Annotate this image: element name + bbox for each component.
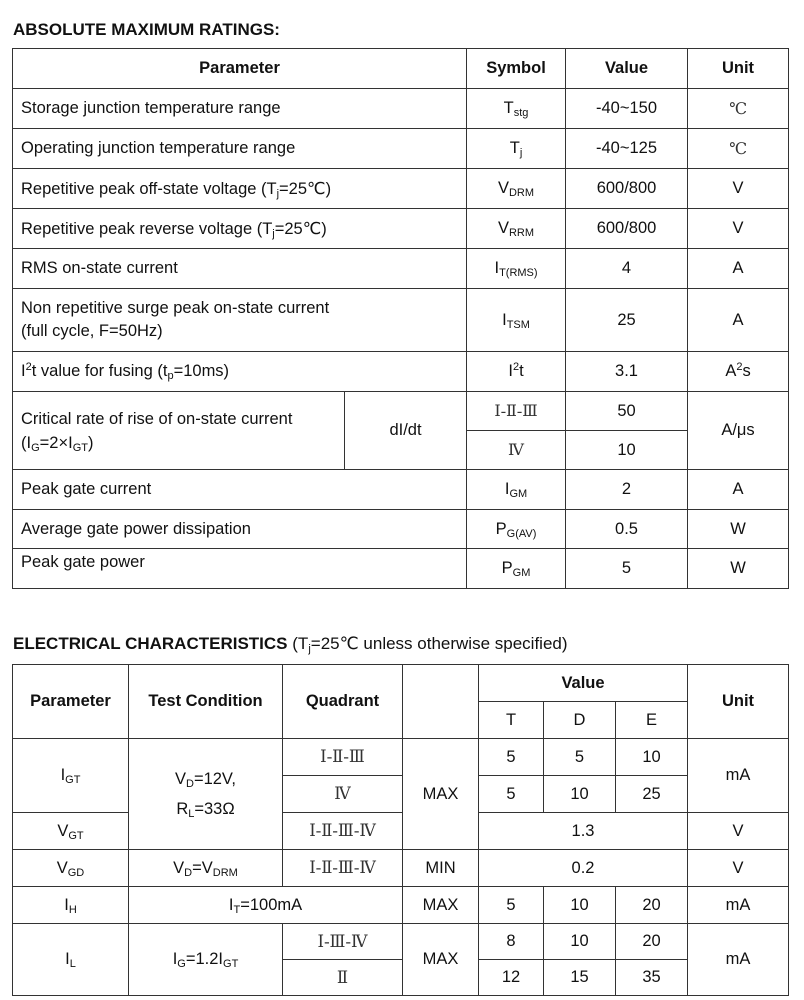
- amr-title: ABSOLUTE MAXIMUM RATINGS:: [13, 20, 280, 39]
- ec-vgt-symbol: $V_{GT}$: [13, 813, 129, 850]
- ec-header-parameter: Parameter: [13, 665, 129, 739]
- value-e: 20: [616, 924, 688, 960]
- value-t: 8: [479, 924, 544, 960]
- quadrant: Ⅰ-Ⅱ-Ⅲ: [467, 392, 566, 431]
- symbol: $I_{T(RMS)}$: [467, 249, 566, 289]
- ec-header-e: E: [616, 702, 688, 739]
- ec-il-unit: mA: [688, 924, 789, 996]
- ec-vgd-symbol: $V_{GD}$: [13, 850, 129, 887]
- value: 4: [566, 249, 688, 289]
- limit: MAX: [403, 887, 479, 924]
- ec-header-quadrant: Quadrant: [283, 665, 403, 739]
- ec-header-limit: [403, 665, 479, 739]
- ec-header-t: T: [479, 702, 544, 739]
- ec-header-d: D: [544, 702, 616, 739]
- amr-row-igm: [13, 470, 789, 510]
- param: $I^2t$ value for fusing $(t_p=10ms)$: [13, 352, 467, 392]
- ec-header-unit: Unit: [688, 665, 789, 739]
- quadrant: Ⅰ-Ⅲ-Ⅳ: [283, 924, 403, 960]
- value-e: 25: [616, 776, 688, 813]
- value-d: 15: [544, 960, 616, 996]
- amr-row-tj: [13, 129, 789, 169]
- amr-row-itsm: [13, 289, 789, 352]
- param: Operating junction temperature range: [13, 129, 467, 169]
- value: -40~150: [566, 89, 688, 129]
- value-t: 5: [479, 776, 544, 813]
- value-d: 10: [544, 776, 616, 813]
- unit: ℃: [688, 129, 789, 169]
- param: Peak gate power: [13, 549, 467, 589]
- unit: V: [688, 850, 789, 887]
- ec-row-il-1: [13, 924, 789, 960]
- value: 0.2: [479, 850, 688, 887]
- symbol: $T_{stg}$: [467, 89, 566, 129]
- unit: A: [688, 470, 789, 510]
- value: 50: [566, 392, 688, 431]
- ec-header-test-condition: Test Condition: [129, 665, 283, 739]
- param: Repetitive peak reverse voltage $(T_j=25℃)$: [13, 209, 467, 249]
- amr-row-pgm: [13, 549, 789, 589]
- ec-igt-limit: MAX: [403, 739, 479, 850]
- amr-row-didt-1: [13, 392, 789, 431]
- value: -40~125: [566, 129, 688, 169]
- param: Non repetitive surge peak on-state current (full cycle, F=50Hz): [13, 289, 467, 352]
- electrical-characteristics-table: [12, 664, 789, 996]
- param: Peak gate current: [13, 470, 467, 510]
- value-d: 10: [544, 924, 616, 960]
- ec-row-ih: [13, 887, 789, 924]
- symbol: $I^2t$: [467, 352, 566, 392]
- value-t: 12: [479, 960, 544, 996]
- quadrant: Ⅳ: [467, 431, 566, 470]
- amr-header-unit: Unit: [688, 49, 789, 89]
- unit: W: [688, 510, 789, 549]
- symbol: $P_{GM}$: [467, 549, 566, 589]
- ec-header-value: Value: [479, 665, 688, 702]
- value-d: 10: [544, 887, 616, 924]
- value: 3.1: [566, 352, 688, 392]
- quadrant: Ⅱ: [283, 960, 403, 996]
- ec-header-row-1: [13, 665, 789, 702]
- symbol: $I_{TSM}$: [467, 289, 566, 352]
- ec-ih-condition: $I_T=100mA$: [129, 887, 403, 924]
- ec-ih-symbol: $I_H$: [13, 887, 129, 924]
- value: 5: [566, 549, 688, 589]
- amr-header-row: [13, 49, 789, 89]
- quadrant: Ⅰ-Ⅱ-Ⅲ: [283, 739, 403, 776]
- unit: V: [688, 169, 789, 209]
- value-e: 20: [616, 887, 688, 924]
- amr-row-tstg: [13, 89, 789, 129]
- param: Storage junction temperature range: [13, 89, 467, 129]
- ec-il-condition: $I_G=1.2I_{GT}$: [129, 924, 283, 996]
- unit: ℃: [688, 89, 789, 129]
- value-e: 35: [616, 960, 688, 996]
- param: Average gate power dissipation: [13, 510, 467, 549]
- value-e: 10: [616, 739, 688, 776]
- limit: MIN: [403, 850, 479, 887]
- unit: A: [688, 249, 789, 289]
- amr-header-value: Value: [566, 49, 688, 89]
- amr-row-irms: [13, 249, 789, 289]
- unit: V: [688, 813, 789, 850]
- param: Repetitive peak off-state voltage $(T_j=25℃)$: [13, 169, 467, 209]
- ec-igt-unit: mA: [688, 739, 789, 813]
- ec-vgd-condition: $V_D=V_{DRM}$: [129, 850, 283, 887]
- value-t: 5: [479, 739, 544, 776]
- ec-igt-condition: $V_D=12V$, $R_L=33\Omega$: [129, 739, 283, 850]
- quadrant: Ⅰ-Ⅱ-Ⅲ-Ⅳ: [283, 813, 403, 850]
- value: 600/800: [566, 169, 688, 209]
- symbol: $P_{G(AV)}$: [467, 510, 566, 549]
- ec-title: ELECTRICAL CHARACTERISTICS ($T_j=25℃$ unless otherwise specified): [13, 634, 568, 655]
- amr-row-vdrm: [13, 169, 789, 209]
- value: 10: [566, 431, 688, 470]
- unit: W: [688, 549, 789, 589]
- param: Critical rate of rise of on-state current $(I_G=2\times I_{GT})$: [13, 392, 345, 470]
- unit: $A^2s$: [688, 352, 789, 392]
- symbol: $I_{GM}$: [467, 470, 566, 510]
- ec-igt-symbol: $I_{GT}$: [13, 739, 129, 813]
- unit: mA: [688, 887, 789, 924]
- unit: V: [688, 209, 789, 249]
- value: 25: [566, 289, 688, 352]
- ec-row-igt-1: [13, 739, 789, 776]
- value: 1.3: [479, 813, 688, 850]
- didt-symbol: dI/dt: [345, 392, 467, 470]
- amr-row-pgav: [13, 510, 789, 549]
- quadrant: Ⅰ-Ⅱ-Ⅲ-Ⅳ: [283, 850, 403, 887]
- ec-il-limit: MAX: [403, 924, 479, 996]
- amr-header-parameter: Parameter: [13, 49, 467, 89]
- value-d: 5: [544, 739, 616, 776]
- quadrant: Ⅳ: [283, 776, 403, 813]
- absolute-maximum-ratings-table: [12, 48, 789, 589]
- value-t: 5: [479, 887, 544, 924]
- symbol: $V_{DRM}$: [467, 169, 566, 209]
- value: 2: [566, 470, 688, 510]
- ec-il-symbol: $I_L$: [13, 924, 129, 996]
- amr-header-symbol: Symbol: [467, 49, 566, 89]
- value: 600/800: [566, 209, 688, 249]
- amr-row-i2t: [13, 352, 789, 392]
- symbol: $V_{RRM}$: [467, 209, 566, 249]
- ec-row-vgd: [13, 850, 789, 887]
- value: 0.5: [566, 510, 688, 549]
- param: RMS on-state current: [13, 249, 467, 289]
- symbol: $T_j$: [467, 129, 566, 169]
- unit: A/μs: [688, 392, 789, 470]
- unit: A: [688, 289, 789, 352]
- amr-row-vrrm: [13, 209, 789, 249]
